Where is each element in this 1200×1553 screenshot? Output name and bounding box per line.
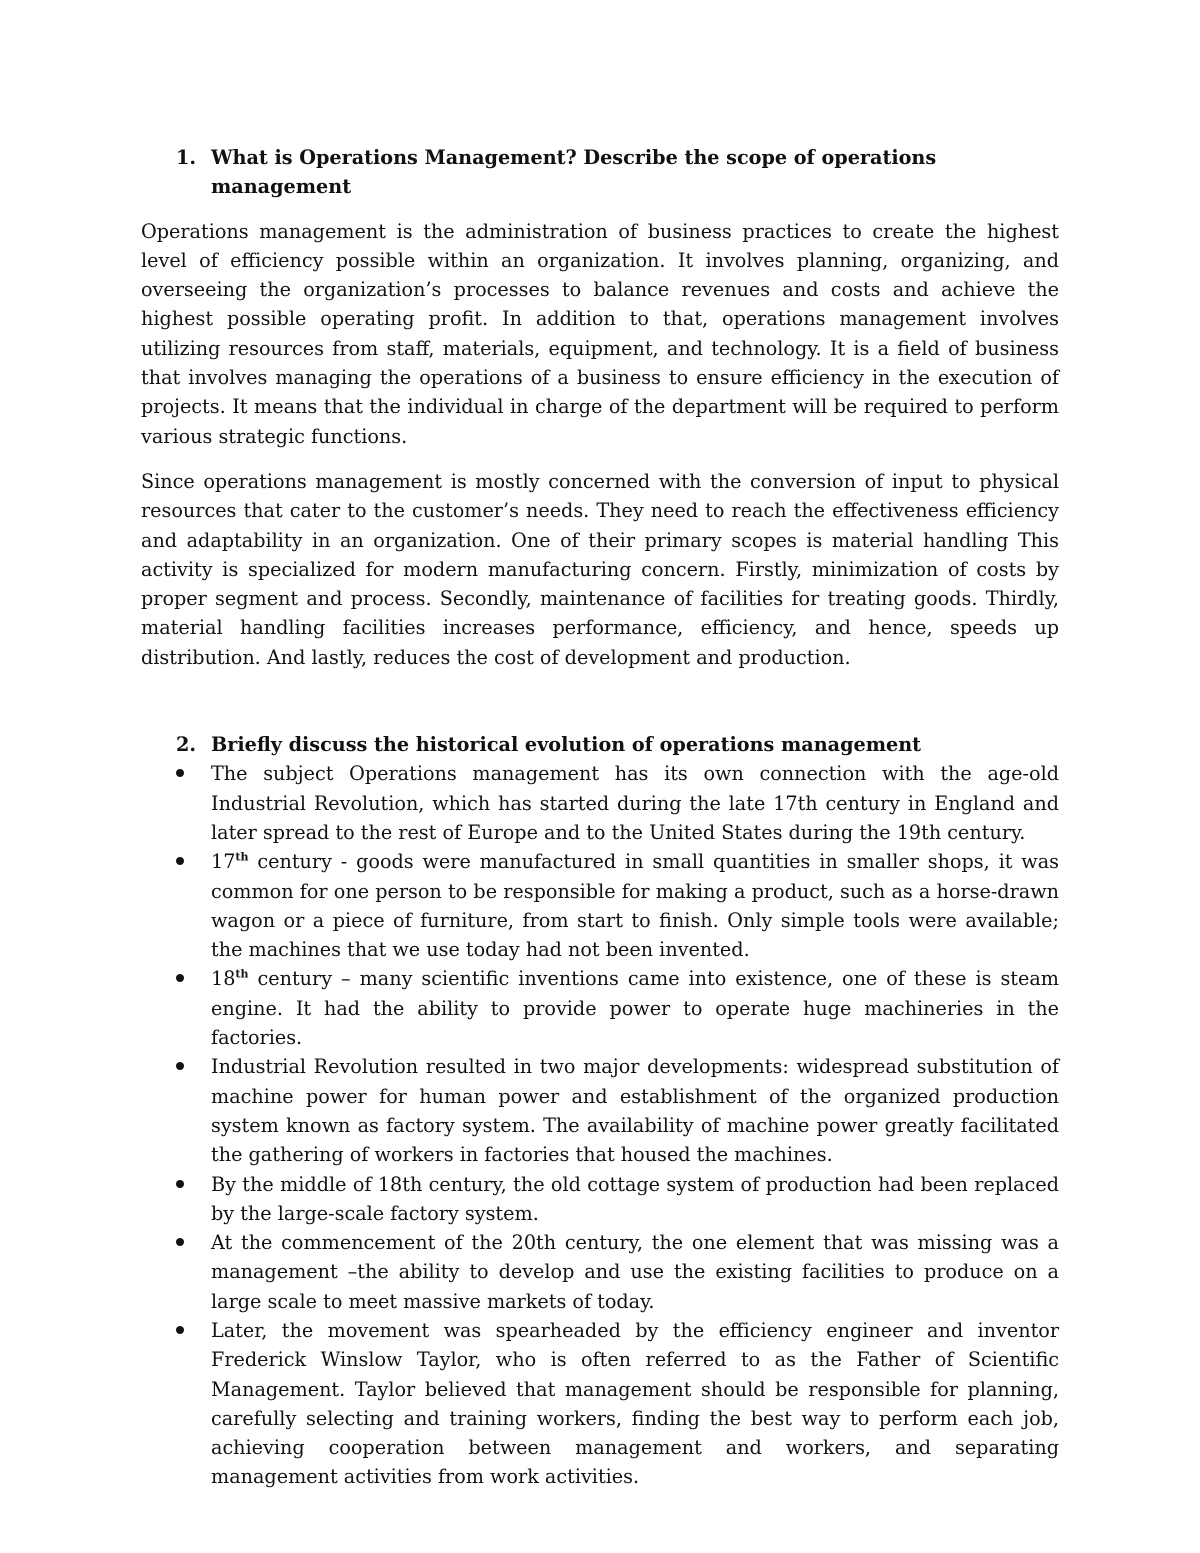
history-bullet-list [141,759,1059,1491]
section-1-paragraph: Since operations management is mostly concerned with the conversion of input to physical resources that cater to the customer’s needs. They need to reach the effectiveness efficiency and adaptability in an organization. One of their primary scopes is material handling This activity is specialized for modern manufacturing concern. Firstly, minimization of costs by proper segment and process. Secondly, maintenance of facilities for treating goods. Thirdly, material handling facilities increases performance, efficiency, and hence, speeds up distribution. And lastly, reduces the cost of development and production. [141,469,1059,669]
list-item-text: century – many scientific inventions came into existence, one of these is steam engine. It had the ability to provide power to operate huge machineries in the factories. [211,967,1059,1050]
bullet-icon [176,1238,184,1246]
list-item [141,1228,1059,1316]
list-item-lead: 17 [211,850,236,874]
list-item-text: The subject Operations management has its own connection with the age-old Industrial Revolution, which has started during the late 17th century in England and later spread to the rest of Europe and to the United States during the 19th century. [211,762,1059,844]
list-item [141,847,1059,964]
list-item-text: century - goods were manufactured in small quantities in smaller shops, it was common for one person to be responsible for making a product, such as a horse-drawn wagon or a piece of furniture, from start to finish. Only simple tools were available; the machines that we use today had not been invented. [211,850,1059,962]
bullet-icon [176,974,184,982]
list-item [141,1170,1059,1229]
list-item-text: By the middle of 18th century, the old cottage system of production had been replaced by the large-scale factory system. [211,1172,1059,1225]
bullet-icon [176,769,184,777]
list-item-lead: 18 [211,967,236,991]
section-1-heading [141,143,1059,202]
section-2-title: Briefly discuss the historical evolution of operations management [211,733,922,757]
section-2-heading [141,730,1059,759]
section-1-number: 1. [176,146,197,169]
bullet-icon [176,857,184,865]
list-item [141,759,1059,847]
bullet-icon [176,1062,184,1070]
section-1-paragraph: Operations management is the administration of business practices to create the highest level of efficiency possible within an organization. It involves planning, organizing, and overseeing the organization’s processes to balance revenues and costs and achieve the highest possible operating profit. In addition to that, operations management involves utilizing resources from staff, materials, equipment, and technology. It is a field of business that involves managing the operations of a business to ensure efficiency in the execution of projects. It means that the individual in charge of the department will be required to perform various strategic functions. [141,219,1059,448]
bullet-icon [176,1180,184,1188]
ordinal-superscript: th [235,850,249,864]
bullet-icon [176,1326,184,1334]
section-2-number: 2. [176,733,197,757]
list-item-text: At the commencement of the 20th century, the one element that was missing was a management –the ability to develop and use the existing facilities to produce on a large scale to meet massive markets of today. [211,1231,1059,1313]
ordinal-superscript: th [235,968,249,982]
list-item-text: Industrial Revolution resulted in two major developments: widespread substitution of machine power for human power and establishment of the organized production system known as factory system. The availability of machine power greatly facilitated the gathering of workers in factories that housed the machines. [211,1055,1059,1167]
document-content [141,143,1059,1492]
section-1-title: What is Operations Management? Describe the scope of operations management [211,146,937,199]
list-item [141,1052,1059,1169]
list-item [141,1316,1059,1492]
list-item-text: Later, the movement was spearheaded by the efficiency engineer and inventor Frederick Winslow Taylor, who is often referred to as the Father of Scientific Management. Taylor believed that management should be responsible for planning, carefully selecting and training workers, finding the best way to perform each job, achieving cooperation between management and workers, and separating management activities from work activities. [211,1318,1059,1489]
list-item [141,964,1059,1052]
